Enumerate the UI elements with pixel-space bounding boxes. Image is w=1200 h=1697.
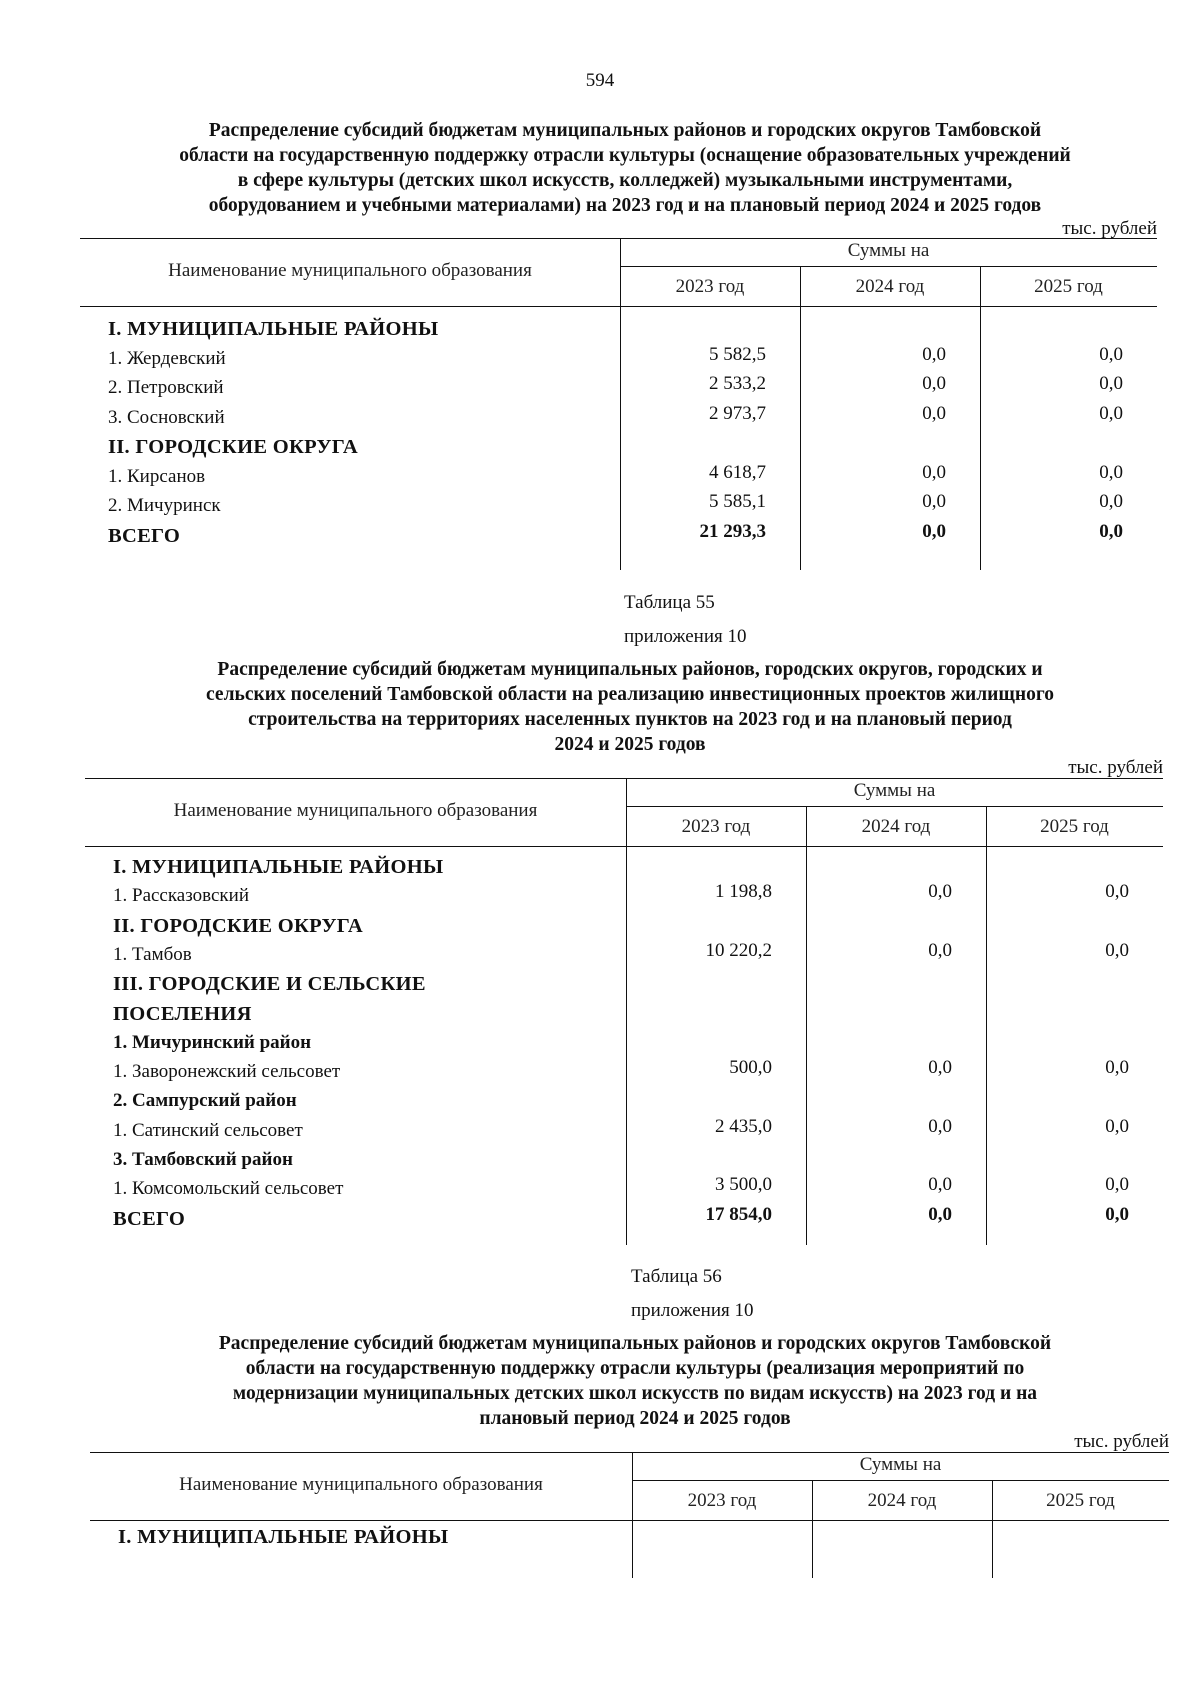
header-year: 2023 год <box>681 816 751 837</box>
title-line: сельских поселений Тамбовской области на реализацию инвестиционных проектов жилищного <box>206 684 1054 705</box>
row-value: 0,0 <box>1099 461 1123 483</box>
title-line: Распределение субсидий бюджетам муниципальных районов и городских округов Тамбовской <box>218 1333 1052 1354</box>
row-value: 0,0 <box>1099 343 1123 365</box>
row-value: 5 585,1 <box>709 491 766 512</box>
unit-label: тыс. рублей <box>1068 757 1163 778</box>
row-name: 1. Рассказовский <box>113 885 249 907</box>
header-bottom-border <box>80 306 1157 307</box>
row-name: 1. Кирсанов <box>108 465 206 487</box>
row-name: ВСЕГО <box>108 524 181 547</box>
table-top-border <box>80 238 1157 239</box>
row-value: 2 435,0 <box>715 1115 772 1137</box>
table-top-border <box>90 1452 1169 1453</box>
row-value: 17 854,0 <box>705 1203 772 1225</box>
row-value: 2 533,2 <box>709 373 766 394</box>
section3-title <box>105 1331 1165 1431</box>
row-name: 1. Жердевский <box>108 347 226 369</box>
header-bottom-border <box>90 1520 1169 1521</box>
title-line: модернизации муниципальных детских школ искусств по видам искусств) на 2023 год и на <box>232 1383 1038 1404</box>
header-bottom-border <box>85 846 1163 847</box>
row-value: 0,0 <box>922 343 946 365</box>
row-value: 0,0 <box>1105 1057 1129 1079</box>
header-sums-divider <box>620 266 1157 267</box>
row-name: 1. Сатинский сельсовет <box>113 1119 303 1141</box>
title-line: 2024 и 2025 годов <box>554 734 706 755</box>
header-year: 2025 год <box>1046 1490 1115 1511</box>
row-name: II. ГОРОДСКИЕ ОКРУГА <box>113 914 364 937</box>
row-value: 0,0 <box>928 1174 952 1196</box>
title-line: строительства на территориях населенных пунктов на 2023 год и на плановый период <box>248 709 1012 730</box>
row-value: 0,0 <box>928 1057 952 1079</box>
row-value: 0,0 <box>928 1115 952 1137</box>
row-value: 0,0 <box>1105 881 1129 903</box>
title-line: области на государственную поддержку отрасли культуры (реализация мероприятий по <box>245 1358 1025 1379</box>
row-value: 0,0 <box>1099 520 1123 542</box>
row-name: III. ГОРОДСКИЕ И СЕЛЬСКИЕ <box>113 973 426 996</box>
row-value: 4 618,7 <box>709 461 766 483</box>
row-name: I. МУНИЦИПАЛЬНЫЕ РАЙОНЫ <box>118 1526 449 1548</box>
unit-label: тыс. рублей <box>1074 1431 1169 1452</box>
section1-title <box>95 118 1155 218</box>
appendix-caption: приложения 10 <box>631 1300 754 1321</box>
row-value: 0,0 <box>922 520 946 542</box>
row-name: 1. Мичуринский район <box>113 1031 312 1053</box>
title-line: плановый период 2024 и 2025 годов <box>479 1408 791 1429</box>
section2-title <box>100 657 1160 757</box>
row-name: II. ГОРОДСКИЕ ОКРУГА <box>108 436 359 458</box>
row-value: 0,0 <box>1105 1115 1129 1137</box>
row-value: 0,0 <box>1105 1203 1129 1225</box>
row-value: 0,0 <box>1099 373 1123 394</box>
header-year: 2024 год <box>867 1490 937 1511</box>
header-sums-divider <box>626 806 1163 807</box>
title-line: Распределение субсидий бюджетам муниципальных районов, городских округов, городских и <box>217 659 1043 680</box>
row-name: 2. Мичуринск <box>108 495 221 516</box>
row-name: ПОСЕЛЕНИЯ <box>113 1002 252 1025</box>
row-value: 1 198,8 <box>715 881 772 903</box>
row-value: 0,0 <box>922 461 946 483</box>
header-sums: Суммы на <box>853 780 936 801</box>
header-name: Наименование муниципального образования <box>168 260 532 281</box>
title-line: оборудованием и учебными материалами) на 2023 год и на плановый период 2024 и 2025 годов <box>208 195 1042 216</box>
row-value: 3 500,0 <box>715 1174 772 1196</box>
row-value: 0,0 <box>928 881 952 903</box>
row-name: 1. Тамбов <box>113 943 192 965</box>
row-value: 0,0 <box>928 939 952 961</box>
row-name: I. МУНИЦИПАЛЬНЫЕ РАЙОНЫ <box>113 856 444 878</box>
header-name: Наименование муниципального образования <box>173 800 538 821</box>
table-top-border <box>85 778 1163 779</box>
row-name: 3. Тамбовский район <box>113 1149 293 1170</box>
header-year: 2025 год <box>1034 276 1103 297</box>
row-name: 3. Сосновский <box>108 406 225 428</box>
row-name: 1. Комсомольский сельсовет <box>113 1178 344 1200</box>
row-value: 0,0 <box>922 402 946 424</box>
row-value: 0,0 <box>922 373 946 394</box>
row-value: 5 582,5 <box>709 343 766 365</box>
row-value: 0,0 <box>922 491 946 512</box>
header-sums: Суммы на <box>847 240 930 261</box>
header-year: 2024 год <box>861 816 931 837</box>
page-number: 594 <box>585 70 615 91</box>
row-value: 0,0 <box>1099 402 1123 424</box>
row-name: I. МУНИЦИПАЛЬНЫЕ РАЙОНЫ <box>108 318 439 340</box>
title-line: Распределение субсидий бюджетам муниципальных районов и городских округов Тамбовской <box>208 120 1042 141</box>
row-name: ВСЕГО <box>113 1207 186 1230</box>
row-value: 0,0 <box>928 1203 952 1225</box>
row-value: 2 973,7 <box>709 402 766 424</box>
header-year: 2023 год <box>675 276 745 297</box>
table-number-caption: Таблица 56 <box>631 1266 722 1287</box>
row-value: 21 293,3 <box>699 520 766 542</box>
title-line: в сфере культуры (детских школ искусств, колледжей) музыкальными инструментами, <box>237 170 1013 191</box>
row-value: 0,0 <box>1105 1174 1129 1196</box>
row-value: 10 220,2 <box>705 939 772 961</box>
header-sums-divider <box>632 1480 1169 1481</box>
row-value: 500,0 <box>729 1057 772 1079</box>
row-name: 2. Сампурский район <box>113 1090 297 1112</box>
title-line: области на государственную поддержку отрасли культуры (оснащение образовательных учреждений <box>179 145 1071 166</box>
unit-label: тыс. рублей <box>1062 218 1157 239</box>
row-name: 1. Заворонежский сельсовет <box>113 1061 341 1083</box>
header-year: 2024 год <box>855 276 925 297</box>
row-value: 0,0 <box>1099 491 1123 512</box>
header-year: 2023 год <box>687 1490 757 1511</box>
appendix-caption: приложения 10 <box>624 626 747 647</box>
header-year: 2025 год <box>1040 816 1109 837</box>
header-name: Наименование муниципального образования <box>179 1474 543 1495</box>
row-value: 0,0 <box>1105 939 1129 961</box>
row-name: 2. Петровский <box>108 377 224 398</box>
header-sums: Суммы на <box>859 1454 942 1475</box>
table-number-caption: Таблица 55 <box>624 592 715 613</box>
